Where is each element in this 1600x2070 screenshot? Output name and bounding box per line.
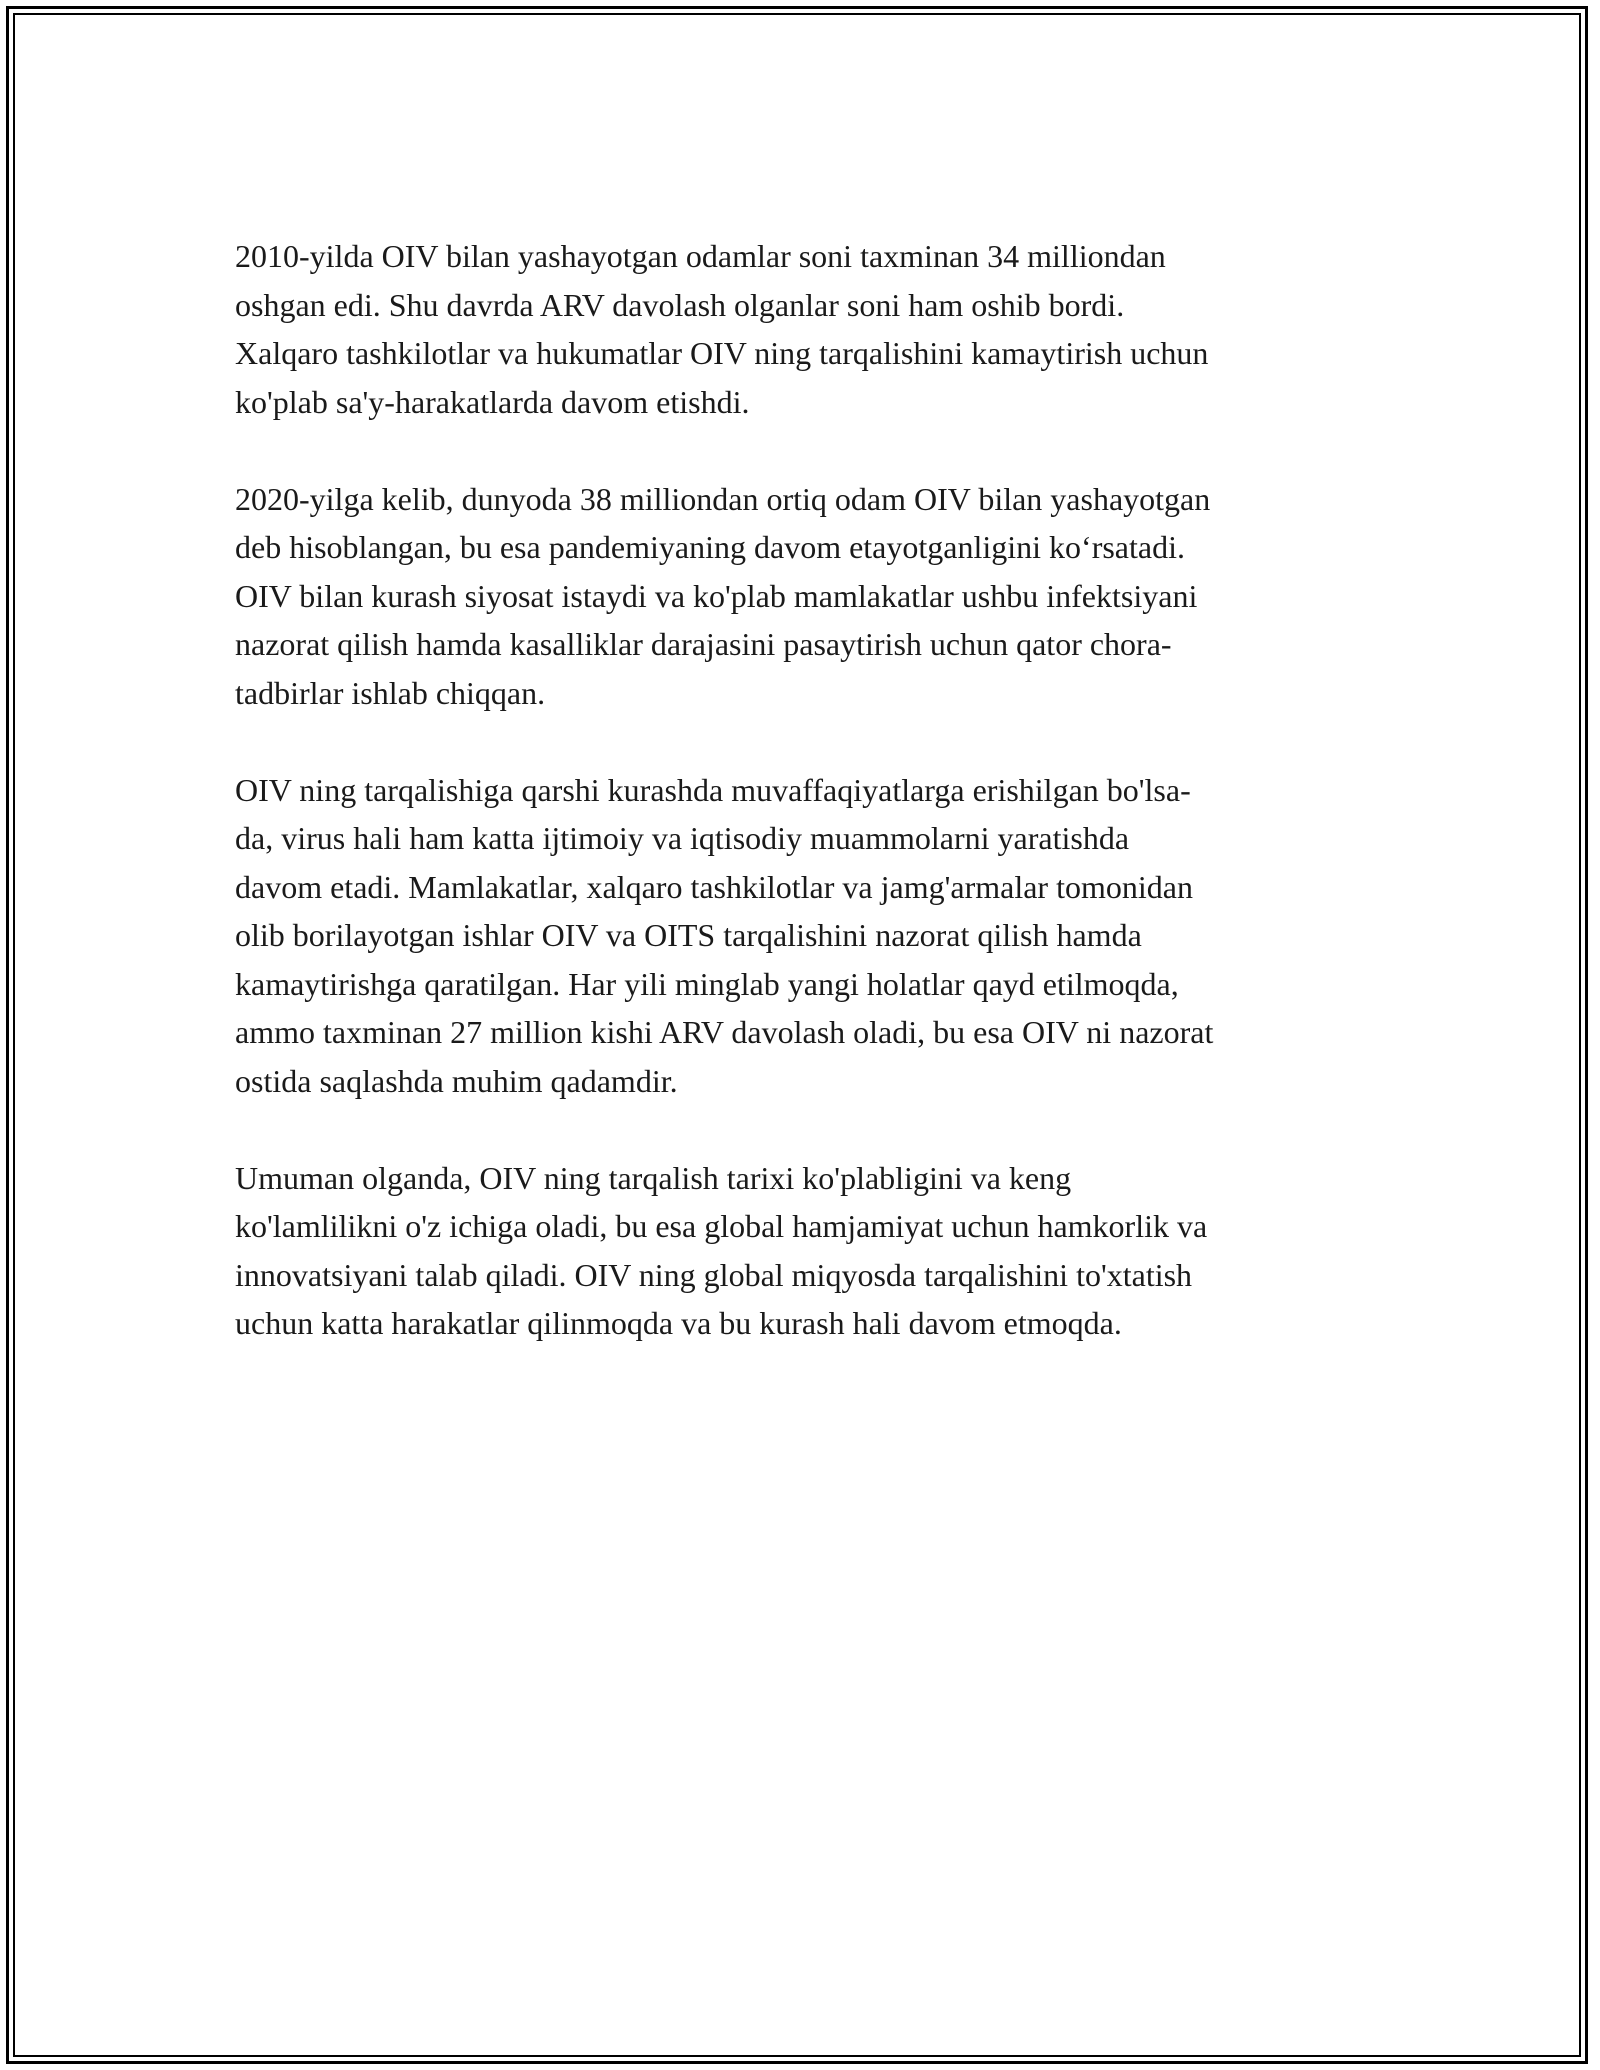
text-line: ammo taxminan 27 million kishi ARV davolash oladi, bu esa OIV ni nazorat	[235, 1014, 1214, 1050]
text-line: Xalqaro tashkilotlar va hukumatlar OIV ning tarqalishini kamaytirish uchun	[235, 335, 1209, 371]
text-line: nazorat qilish hamda kasalliklar darajasini pasaytirish uchun qator chora-	[235, 626, 1172, 662]
text-line: oshgan edi. Shu davrda ARV davolash olganlar soni ham oshib bordi.	[235, 286, 1125, 323]
text-line: ko'plab sa'y-harakatlarda davom etishdi.	[235, 383, 750, 420]
text-line: davom etadi. Mamlakatlar, xalqaro tashkilotlar va jamg'armalar tomonidan	[235, 868, 1193, 905]
text-line: OIV bilan kurash siyosat istaydi va ko'plab mamlakatlar ushbu infektsiyani	[235, 577, 1198, 614]
text-line: 2010-yilda OIV bilan yashayotgan odamlar soni taxminan 34 milliondan	[235, 238, 1166, 274]
paragraph-4	[235, 1154, 1385, 1348]
text-line: OIV ning tarqalishiga qarshi kurashda muvaffaqiyatlarga erishilgan bo'lsa-	[235, 771, 1191, 808]
text-line: kamaytirishga qaratilgan. Har yili minglab yangi holatlar qayd etilmoqda,	[235, 965, 1179, 1002]
text-line: tadbirlar ishlab chiqqan.	[235, 674, 546, 711]
text-line: ostida saqlashda muhim qadamdir.	[235, 1062, 678, 1099]
text-line: uchun katta harakatlar qilinmoqda va bu kurash hali davom etmoqda.	[235, 1305, 1122, 1341]
text-line: innovatsiyani talab qiladi. OIV ning global miqyosda tarqalishini to'xtatish	[235, 1256, 1193, 1293]
text-line: deb hisoblangan, bu esa pandemiyaning davom etayotganligini ko‘rsatadi.	[235, 529, 1185, 565]
text-line: ko'lamlilikni o'z ichiga oladi, bu esa global hamjamiyat uchun hamkorlik va	[235, 1208, 1208, 1244]
text-line: da, virus hali ham katta ijtimoiy va iqtisodiy muammolarni yaratishda	[235, 820, 1130, 856]
paragraph-1	[235, 232, 1385, 426]
document-body	[235, 232, 1385, 1396]
paragraph-3	[235, 766, 1385, 1106]
paragraph-2	[235, 475, 1385, 718]
text-line: olib borilayotgan ishlar OIV va OITS tarqalishini nazorat qilish hamda	[235, 917, 1142, 953]
text-line: 2020-yilga kelib, dunyoda 38 milliondan ortiq odam OIV bilan yashayotgan	[235, 480, 1211, 517]
text-line: Umuman olganda, OIV ning tarqalish tarixi ko'plabligini va keng	[235, 1159, 1072, 1196]
